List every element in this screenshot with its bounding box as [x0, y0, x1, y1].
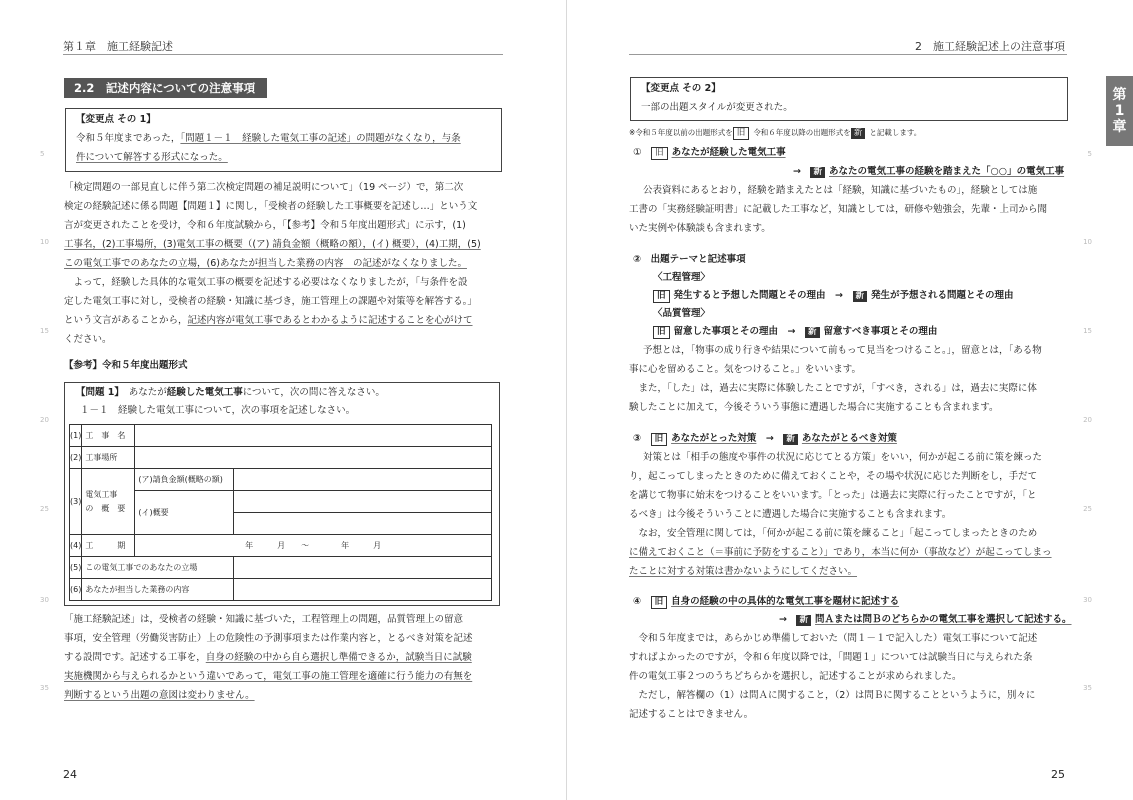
answer-cell	[234, 513, 492, 535]
item3-body-line: たことに対する対策は書かないようにしてください。	[629, 566, 858, 577]
note-text: ※令和５年度以前の出題形式を	[629, 128, 733, 137]
para2-line: ください。	[64, 334, 112, 345]
old-tag: 旧	[733, 127, 750, 140]
item1-old	[633, 143, 786, 162]
new-tag: 新	[796, 615, 811, 626]
para1-line: 言が変更されたことを受け，令和６年度試験から，「【参考】令和５年度出題形式」に示す，(1)	[64, 220, 466, 231]
answer-cell	[234, 469, 492, 491]
para3-line	[64, 648, 472, 667]
right-page	[567, 0, 1133, 800]
chapter-tab	[1106, 76, 1133, 146]
item2-body-line: 事に心を留めること。気をつけること。」をいいます。	[629, 364, 861, 375]
new-tag: 新	[805, 327, 820, 338]
item2-title	[633, 250, 746, 269]
hinshitsu-new-text: 留意すべき事項とその理由	[823, 326, 938, 337]
change2-title: 【変更点 その 2】	[641, 83, 721, 94]
para1-line: 「検定問題の一部見直しに伴う第二次検定問題の補足説明について」（19 ページ）で，第二次	[64, 182, 464, 193]
item-number: ①	[633, 147, 642, 158]
exam-answer-table	[69, 424, 492, 601]
item3-body-line: 対策とは「相手の態度や事件の状況に応じてとる方策」をいい，何かが起こる前に策を練った	[643, 452, 1043, 463]
row-label: 工 期	[82, 535, 135, 557]
arrow-icon: →	[765, 433, 774, 444]
change1-line	[76, 129, 461, 148]
row-label: 工事場所	[82, 447, 135, 469]
change1-text-b: 「問題１－１ 経験した電気工事の記述」の問題がなくなり，与条	[180, 133, 461, 144]
left-page-number: 24	[63, 768, 77, 781]
para3-line: 実施機関から与えられるかという違いであって，電気工事の施工管理を適確に行う能力の有無を	[64, 671, 473, 682]
item4-body-line: 件の電気工事２つのうちどちらかを選択し，記述することが求められました。	[629, 671, 962, 682]
line-number: 35	[40, 684, 49, 692]
change1-line2: 件について解答する形式になった。	[76, 152, 228, 163]
line-number: 30	[1083, 596, 1092, 604]
arrow-icon: →	[779, 614, 787, 625]
line-number: 20	[40, 416, 49, 424]
row-number: (1)	[70, 425, 82, 447]
right-running-header: 2 施工経験記述上の注意事項	[915, 40, 1065, 53]
exam-q-text: あなたが	[128, 387, 167, 398]
item3-new-text: あなたがとるべき対策	[801, 433, 897, 444]
arrow-icon: →	[835, 290, 844, 301]
line-number: 10	[40, 238, 49, 246]
para1-line: この電気工事でのあなたの立場，(6)あなたが担当した業務の内容 の記述がなくなりました。	[64, 258, 467, 269]
left-running-header: 第１章 施工経験記述	[63, 40, 173, 53]
line-number: 35	[1083, 684, 1092, 692]
old-tag: 旧	[653, 290, 670, 303]
item1-old-text: あなたが経験した電気工事	[671, 147, 786, 158]
left-page	[0, 0, 566, 800]
sub-label: (イ)概要	[135, 491, 234, 535]
exam-q-label: 【問題 1】	[76, 387, 120, 398]
kotei-old-text: 発生すると予想した問題とその理由	[673, 290, 826, 301]
item-number: ③	[633, 433, 642, 444]
line-number: 10	[1083, 238, 1092, 246]
answer-cell	[135, 425, 492, 447]
row-label: あなたが担当した業務の内容	[82, 579, 234, 601]
item4-body-line: ただし，解答欄の（1）は問Ａに関すること，（2）は問Ｂに関することというように，別々に	[629, 690, 1036, 701]
line-number: 15	[1083, 327, 1092, 335]
line-number: 5	[1087, 150, 1092, 158]
old-tag: 旧	[651, 433, 668, 446]
answer-cell	[234, 579, 492, 601]
row-number: (4)	[70, 535, 82, 557]
note-text: 令和６年度以降の出題形式を	[753, 128, 851, 137]
exam-question	[76, 383, 385, 402]
change1-text-a: 令和５年度まであった，	[76, 133, 181, 144]
period-cell: 年 月 ～ 年 月	[135, 535, 492, 557]
item3-body-line: るべき」は今後そういうことに遭遇した場合に実施することも含まれます。	[629, 509, 952, 520]
item3-old-text: あなたがとった対策	[671, 433, 757, 444]
item2-body-line: 験したことに加えて，今後そういう事態に遭遇した場合に実施することも含まれます。	[629, 402, 999, 413]
new-tag: 新	[851, 128, 866, 139]
answer-cell	[135, 447, 492, 469]
para1-line: 工事名，(2)工事場所，(3)電気工事の概要（(ア) 請負金額（概略の額），(イ) 概要），(4)工期，(5)	[64, 239, 481, 250]
new-tag: 新	[783, 434, 798, 445]
para3-text: する設問です。記述する工事を，	[64, 652, 206, 663]
line-number: 25	[1083, 505, 1092, 513]
item1-new	[793, 162, 1064, 181]
left-header-rule	[63, 54, 503, 55]
chapter-tab-char: 第	[1112, 86, 1127, 103]
chapter-tab-char: 章	[1112, 119, 1127, 136]
item4-old	[633, 592, 899, 611]
note-text: と記載します。	[869, 128, 922, 137]
reference-title: 【参考】令和５年度出題形式	[64, 360, 188, 371]
item3-body-line: り，起こってしまったときのために備えておくことや，その場や状況に応じた判断をし，手だて	[629, 471, 1038, 482]
row-number: (3)	[70, 469, 82, 535]
para2-text: という文言があることから，	[64, 315, 188, 326]
answer-cell	[234, 491, 492, 513]
change1-title: 【変更点 その 1】	[76, 114, 156, 125]
item2-kotei-label: 〈工程管理〉	[653, 272, 711, 283]
para3-line: 「施工経験記述」は，受検者の経験・知識に基づいた，工程管理上の問題，品質管理上の留意	[64, 614, 464, 625]
answer-cell	[234, 557, 492, 579]
item4-body-line: すればよかったのですが，令和６年度以降では，「問題１」については試験当日に与えられた条	[629, 652, 1033, 663]
para2-line	[64, 311, 473, 330]
item4-body-line: 令和５年度までは，あらかじめ準備しておいた（問１－１で記入した）電気工事について記述	[629, 633, 1038, 644]
item2-body-line: また，「した」は，過去に実際に体験したことですが，「すべき，される」は，過去に実際に体	[629, 383, 1037, 394]
item4-new-text: 問Ａまたは問Ｂのどちらかの電気工事を選択して記述する。	[815, 614, 1072, 625]
right-header-rule	[629, 54, 1067, 55]
exam-q-emph: 経験した電気工事	[166, 387, 243, 398]
kotei-new-text: 発生が予想される問題とその理由	[871, 290, 1014, 301]
new-tag: 新	[810, 167, 825, 178]
line-number: 25	[40, 505, 49, 513]
line-number: 20	[1083, 416, 1092, 424]
item2-title-text: 出題テーマと記述事項	[650, 254, 746, 265]
para3-line: 事項，安全管理（労働災害防止）上の危険性の予測事項または作業内容と，とるべき対策を記述	[64, 633, 473, 644]
item2-body-line: 予想とは，「物事の成り行きや結果について前もって見当をつけること。」，留意とは，「ある物	[643, 345, 1042, 356]
para3-underlined: 自身の経験の中から自ら選択し準備できるか，試験当日に試験	[205, 652, 472, 663]
sub-label: (ア)請負金額(概略の額)	[135, 469, 234, 491]
item4-body-line: 記述することはできません。	[629, 709, 754, 720]
line-number: 5	[40, 150, 45, 158]
row-label: 電気工事 の 概 要	[82, 469, 135, 535]
item3-body-line: に備えておくこと（＝事前に予防をすること）」であり，本当に何か（事故など）が起こってしまっ	[629, 547, 1052, 558]
new-tag: 新	[853, 291, 868, 302]
chapter-tab-char: 1	[1114, 102, 1125, 119]
para3-line: 判断するという出題の意図は変わりません。	[64, 690, 255, 701]
item1-body-line: 公表資料にあるとおり，経験を踏まえたとは「経験，知識に基づいたもの」，経験としては施	[643, 185, 1038, 196]
section-heading: 2.2 記述内容についての注意事項	[64, 78, 267, 98]
item-number: ②	[633, 254, 642, 265]
item3-line	[633, 429, 897, 448]
old-tag: 旧	[653, 326, 670, 339]
exam-q-text: について，次の問に答えなさい。	[242, 387, 385, 398]
hinshitsu-old-text: 留意した事項とその理由	[673, 326, 779, 337]
item-number: ④	[633, 596, 642, 607]
row-number: (2)	[70, 447, 82, 469]
item1-body-line: 工書の「実務経験証明書」に記載した工事など，知識としては，研修や勉強会，先輩・上司から聞	[629, 204, 1048, 215]
line-number: 30	[40, 596, 49, 604]
para1-line: 検定の経験記述に係る問題【問題１】に関し，「受検者の経験した工事概要を記述し…」という文	[64, 201, 478, 212]
item2-hinshitsu-label: 〈品質管理〉	[653, 308, 711, 319]
old-tag: 旧	[651, 596, 668, 609]
right-page-number: 25	[1051, 768, 1065, 781]
row-label: この電気工事でのあなたの立場	[82, 557, 234, 579]
exam-subquestion: １－１ 経験した電気工事について，次の事項を記述しなさい。	[80, 405, 356, 416]
item2-hinshitsu-line	[653, 322, 937, 341]
para2-line: よって，経験した具体的な電気工事の概要を記述する必要はなくなりましたが，「与条件を設	[64, 277, 468, 288]
item2-kotei-line	[653, 286, 1014, 305]
change2-text: 一部の出題スタイルが変更された。	[641, 102, 793, 113]
row-number: (6)	[70, 579, 82, 601]
para2-line: 定した電気工事に対し，受検者の経験・知識に基づき，施工管理上の課題や対策等を解答する。」	[64, 296, 477, 307]
item1-body-line: いた実例や体験談も含まれます。	[629, 223, 771, 234]
item1-new-text: あなたの電気工事の経験を踏まえた「○○」の電気工事	[829, 166, 1065, 177]
arrow-icon: →	[787, 326, 796, 337]
old-tag: 旧	[651, 147, 668, 160]
row-label: 工 事 名	[82, 425, 135, 447]
row-number: (5)	[70, 557, 82, 579]
item4-old-text: 自身の経験の中の具体的な電気工事を題材に記述する	[671, 596, 900, 607]
item3-body-line: を講じて物事に始末をつけることをいいます。「とった」は過去に実際に行ったことですが，「と	[629, 490, 1037, 501]
arrow-icon: →	[793, 166, 801, 177]
notation-note	[629, 123, 921, 142]
line-number: 15	[40, 327, 49, 335]
para2-underlined: 記述内容が電気工事であるとわかるように記述することを心がけて	[187, 315, 473, 326]
item4-new	[779, 610, 1072, 629]
item3-body-line: なお，安全管理に関しては，「何かが起こる前に策を練ること」「起こってしまったときのため	[629, 528, 1038, 539]
